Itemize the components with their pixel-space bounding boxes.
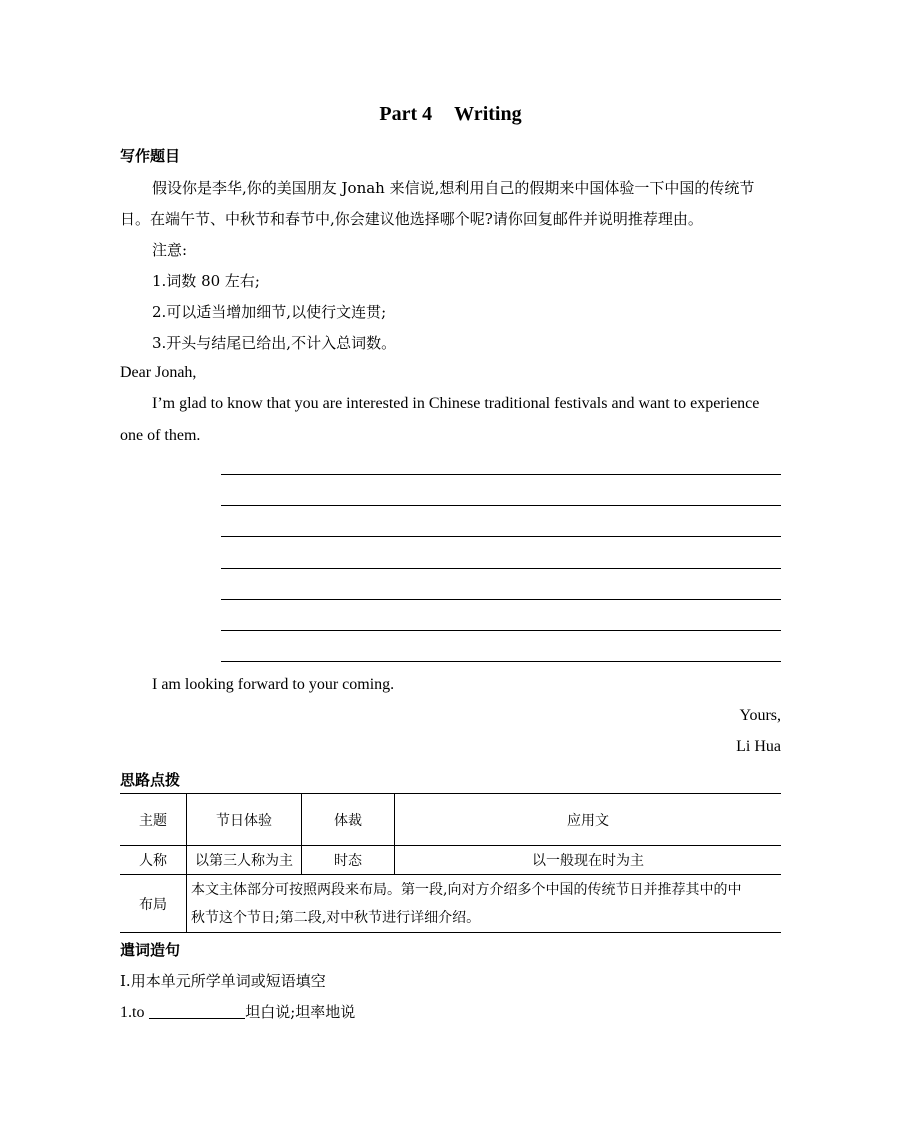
table-cell: 节日体验 bbox=[187, 794, 302, 846]
letter-signature: Li Hua bbox=[736, 738, 781, 755]
writing-line[interactable] bbox=[221, 568, 781, 569]
note-1: 1.词数 80 左右; bbox=[152, 272, 260, 290]
analysis-table bbox=[120, 793, 781, 933]
letter-opening-2: one of them. bbox=[120, 427, 201, 444]
letter-closing: I am looking forward to your coming. bbox=[152, 676, 395, 693]
writing-line[interactable] bbox=[221, 661, 781, 662]
note-label: 注意: bbox=[152, 241, 188, 259]
table-row bbox=[120, 875, 781, 933]
item-prefix: 1.to bbox=[120, 1004, 145, 1021]
letter-signoff: Yours, bbox=[739, 707, 781, 724]
table-row bbox=[120, 846, 781, 875]
prompt-line-2: 日。在端午节、中秋节和春节中,你会建议他选择哪个呢?请你回复邮件并说明推荐理由。 bbox=[120, 210, 703, 228]
task-heading: 写作题目 bbox=[120, 147, 181, 165]
writing-line[interactable] bbox=[221, 599, 781, 600]
table-cell: 体裁 bbox=[302, 794, 395, 846]
vocab-heading: 遣词造句 bbox=[120, 941, 181, 959]
table-row bbox=[120, 794, 781, 846]
item-meaning: 坦白说;坦率地说 bbox=[245, 1003, 356, 1021]
table-cell: 布局 bbox=[120, 875, 187, 933]
vocab-item-1 bbox=[120, 1001, 355, 1022]
page-title bbox=[0, 103, 901, 126]
vocab-subheading: Ⅰ.用本单元所学单词或短语填空 bbox=[120, 972, 326, 990]
fill-blank[interactable] bbox=[149, 1003, 245, 1019]
table-cell: 以一般现在时为主 bbox=[395, 846, 782, 875]
writing-line[interactable] bbox=[221, 536, 781, 537]
table-cell: 人称 bbox=[120, 846, 187, 875]
letter-opening-1: I’m glad to know that you are interested in Chinese traditional festivals and want to experience bbox=[152, 395, 760, 412]
table-cell: 以第三人称为主 bbox=[187, 846, 302, 875]
layout-line-1: 本文主体部分可按照两段来布局。第一段,向对方介绍多个中国的传统节日并推荐其中的中 bbox=[191, 881, 742, 898]
letter-greeting: Dear Jonah, bbox=[120, 364, 197, 381]
prompt-line-1: 假设你是李华,你的美国朋友 Jonah 来信说,想利用自己的假期来中国体验一下中国的传统节 bbox=[152, 179, 755, 197]
writing-line[interactable] bbox=[221, 505, 781, 506]
note-2: 2.可以适当增加细节,以使行文连贯; bbox=[152, 303, 387, 321]
table-cell: 主题 bbox=[120, 794, 187, 846]
table-cell: 应用文 bbox=[395, 794, 782, 846]
note-3: 3.开头与结尾已给出,不计入总词数。 bbox=[152, 334, 397, 352]
table-cell: 时态 bbox=[302, 846, 395, 875]
writing-line[interactable] bbox=[221, 474, 781, 475]
part-number: Part 4 bbox=[379, 103, 433, 125]
part-name: Writing bbox=[454, 103, 522, 125]
layout-cell bbox=[187, 875, 782, 933]
analysis-heading: 思路点拨 bbox=[120, 771, 181, 789]
writing-line[interactable] bbox=[221, 630, 781, 631]
layout-line-2: 秋节这个节日;第二段,对中秋节进行详细介绍。 bbox=[191, 909, 481, 926]
